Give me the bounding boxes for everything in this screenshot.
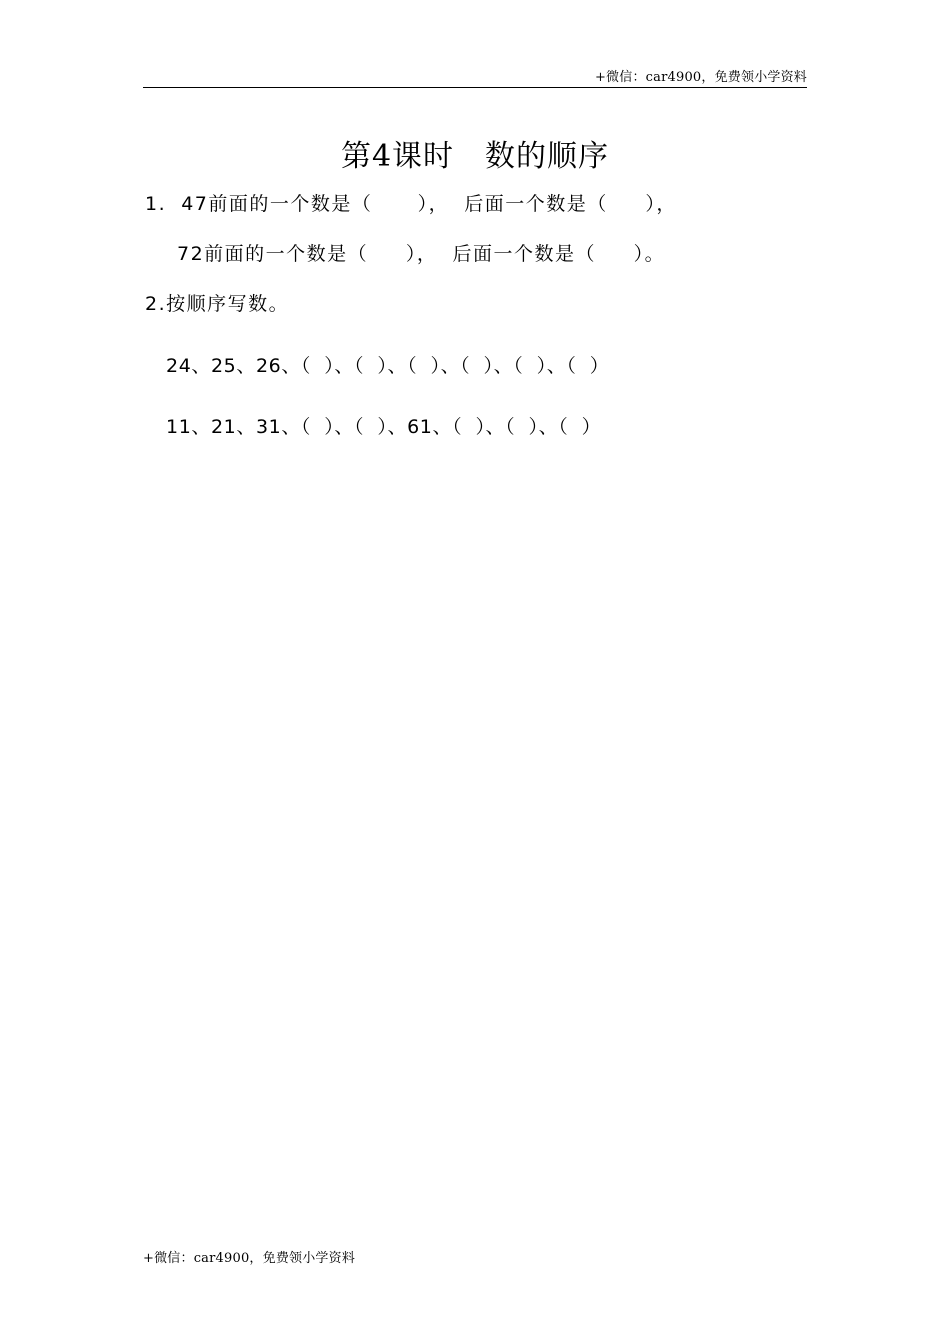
question-2-heading: 2.按顺序写数。 xyxy=(145,293,290,315)
question-2-sequence-2: 11、21、31、（ ）、（ ）、61、（ ）、（ ）、（ ） xyxy=(166,416,602,438)
footer-watermark-note: +微信：car4900，免费领小学资料 xyxy=(143,1251,356,1266)
page-title: 第4课时 数的顺序 xyxy=(340,139,610,174)
header-divider xyxy=(143,87,807,88)
header-watermark-note: +微信：car4900，免费领小学资料 xyxy=(594,70,807,85)
question-1-line-2: 72前面的一个数是（ ）， 后面一个数是（ ）。 xyxy=(177,243,666,265)
question-2-sequence-1: 24、25、26、（ ）、（ ）、（ ）、（ ）、（ ）、（ ） xyxy=(166,355,610,377)
question-1-line-1: 1. 47前面的一个数是（ ）， 后面一个数是（ ）， xyxy=(145,193,677,215)
